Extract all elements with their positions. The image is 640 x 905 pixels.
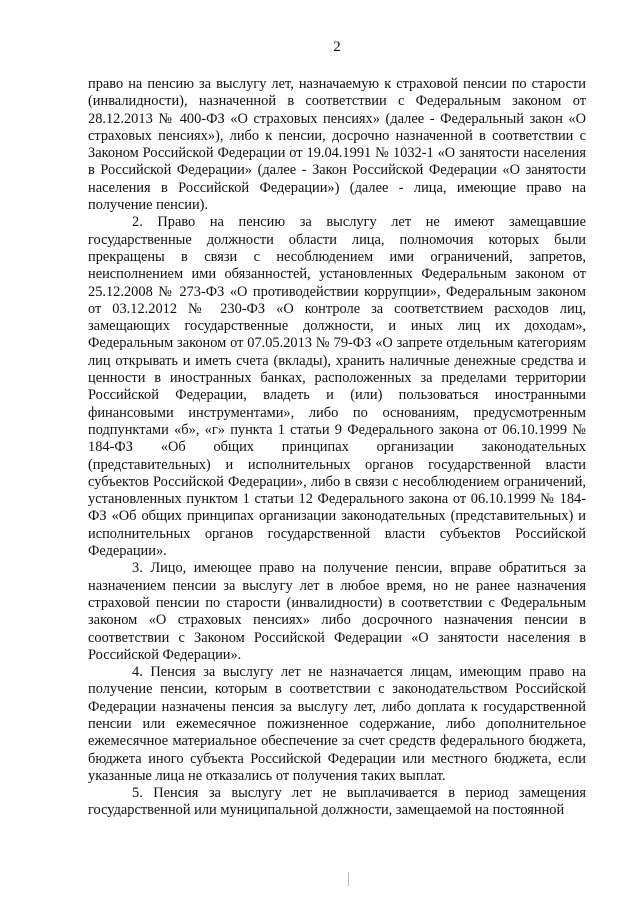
paragraph-item-3: 3. Лицо, имеющее право на получение пенсии, вправе обратиться за назначением пенсии за выслугу лет в любое время, но не ранее назначения страховой пенсии по старости (инвалидности) в соответствии с Федеральным законом «О страховых пенсиях» либо досрочного назначения пенсии в соответствии с Законом Российской Федерации «О занятости населения в Российской Федерации». <box>88 560 586 663</box>
paragraph-item-4: 4. Пенсия за выслугу лет не назначается лицам, имеющим право на получение пенсии, которым в соответствии с законодательством Российской Федерации назначены пенсия за выслугу лет, либо доплата к государственной пенсии или ежемесячное пожизненное содержание, либо дополнительное ежемесячное материальное обеспечение за счет средств федерального бюджета, бюджета иного субъекта Российской Федерации или местного бюджета, если указанные лица не отказались от получения таких выплат. <box>88 664 586 784</box>
paragraph-item-5: 5. Пенсия за выслугу лет не выплачивается в период замещения государственной или муниципальной должности, замещаемой на постоянной <box>88 785 586 819</box>
paragraph-continuation: право на пенсию за выслугу лет, назначаемую к страховой пенсии по старости (инвалидности), назначенной в соответствии с Федеральным законом от 28.12.2013 № 400-ФЗ «О страховых пенсиях» (далее - Федеральный закон «О страховых пенсиях»), либо к пенсии, досрочно назначенной в соответствии с Законом Российской Федерации от 19.04.1991 № 1032-1 «О занятости населения в Российской Федерации» (далее - Закон Российской Федерации «О занятости населения в Российской Федерации») (далее - лица, имеющие право на получение пенсии). <box>88 76 586 214</box>
paragraph-item-2: 2. Право на пенсию за выслугу лет не имеют замещавшие государственные должности области лица, полномочия которых были прекращены в связи с несоблюдением ими ограничений, запретов, неисполнением ими обязанностей, установленных Федеральным законом от 25.12.2008 № 273-ФЗ «О противодействии коррупции», Федеральным законом от 03.12.2012 № 230-ФЗ «О контроле за соответствием расходов лиц, замещающих государственные должности, и иных лиц их доходам», Федеральным законом от 07.05.2013 № 79-ФЗ «О запрете отдельным категориям лиц открывать и иметь счета (вклады), хранить наличные денежные средства и ценности в иностранных банках, расположенных за пределами территории Российской Федерации, владеть и (или) пользоваться иностранными финансовыми инструментами», либо по основаниям, предусмотренным подпунктами «б», «г» пункта 1 статьи 9 Федерального закона от 06.10.1999 № 184-ФЗ «Об общих принципах организации законодательных (представительных) и исполнительных органов государственной власти субъектов Российской Федерации», либо в связи с несоблюдением ограничений, установленных пунктом 1 статьи 12 Федерального закона от 06.10.1999 № 184-ФЗ «Об общих принципах организации законодательных (представительных) и исполнительных органов государственной власти субъектов Российской Федерации». <box>88 214 586 560</box>
scan-artifact-mark <box>348 872 349 886</box>
page-number: 2 <box>333 39 341 55</box>
